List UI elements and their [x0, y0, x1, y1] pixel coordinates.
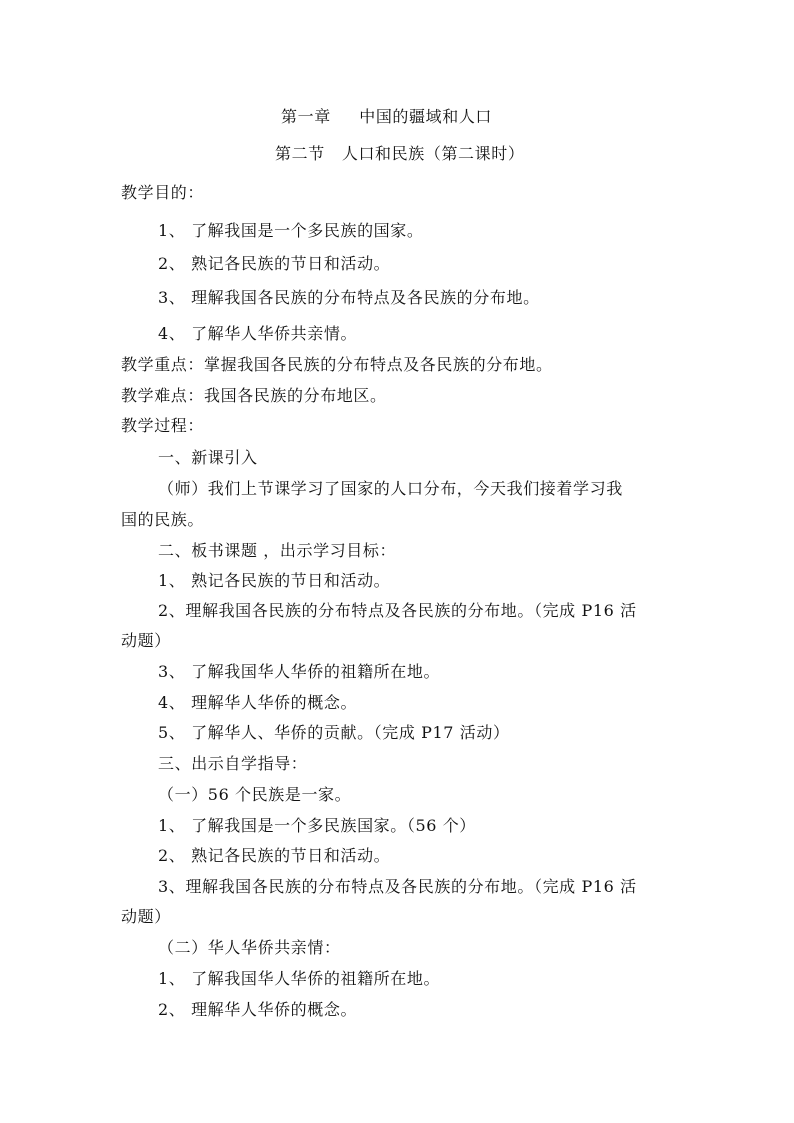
- objective-item: 4、 了解华人华侨共亲情。: [158, 324, 358, 343]
- step3-heading: 三、出示自学指导：: [158, 754, 308, 773]
- part1-item: 3、理解我国各民族的分布特点及各民族的分布地。（完成 P16 活: [158, 877, 637, 896]
- step2-item: 3、 了解我国华人华侨的祖籍所在地。: [158, 662, 441, 681]
- part1-item: 动题）: [121, 907, 171, 926]
- difficult-point: 教学难点：我国各民族的分布地区。: [121, 386, 387, 405]
- chapter-title: 第一章 中国的疆域和人口: [281, 107, 493, 126]
- step1-text: （师）我们上节课学习了国家的人口分布，今天我们接着学习我: [158, 479, 623, 498]
- step2-item: 动题）: [121, 631, 171, 650]
- objective-item: 2、 熟记各民族的节日和活动。: [158, 254, 391, 273]
- objectives-heading: 教学目的：: [121, 183, 205, 202]
- part1-item: 2、 熟记各民族的节日和活动。: [158, 846, 391, 865]
- key-point: 教学重点：掌握我国各民族的分布特点及各民族的分布地。: [121, 355, 553, 374]
- step1-text: 国的民族。: [121, 510, 205, 529]
- step2-item: 2、理解我国各民族的分布特点及各民族的分布地。（完成 P16 活: [158, 601, 637, 620]
- part1-heading: （一）56 个民族是一家。: [158, 785, 352, 804]
- part2-heading: （二）华人华侨共亲情：: [158, 938, 341, 957]
- process-heading: 教学过程：: [121, 416, 205, 435]
- step2-item: 1、 熟记各民族的节日和活动。: [158, 571, 391, 590]
- part2-item: 2、 理解华人华侨的概念。: [158, 1000, 358, 1019]
- part1-item: 1、 了解我国是一个多民族国家。（56 个）: [158, 816, 476, 835]
- section-title: 第二节 人口和民族（第二课时）: [275, 144, 525, 163]
- step2-item: 5、 了解华人、华侨的贡献。（完成 P17 活动）: [158, 723, 510, 742]
- part2-item: 1、 了解我国华人华侨的祖籍所在地。: [158, 969, 441, 988]
- step1-heading: 一、新课引入: [158, 448, 258, 467]
- step2-item: 4、 理解华人华侨的概念。: [158, 693, 358, 712]
- objective-item: 1、 了解我国是一个多民族的国家。: [158, 221, 424, 240]
- step2-heading: 二、板书课题 ，出示学习目标：: [158, 541, 397, 560]
- objective-item: 3、 理解我国各民族的分布特点及各民族的分布地。: [158, 288, 540, 307]
